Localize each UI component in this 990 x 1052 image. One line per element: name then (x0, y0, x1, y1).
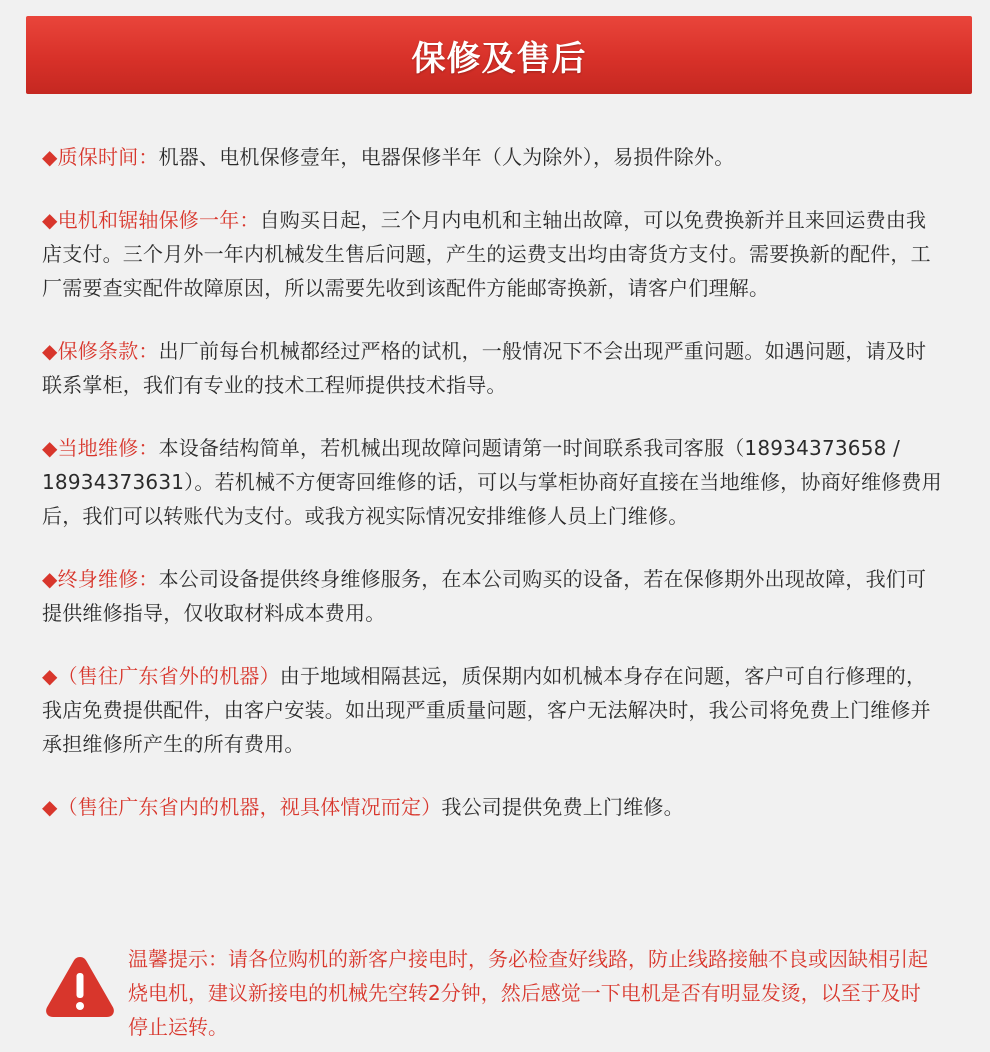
section-body: 本设备结构简单，若机械出现故障问题请第一时间联系我司客服（18934373658 / 18934373631）。若机械不方便寄回维修的话，可以与掌柜协商好直接在当地维修，协商好维修费用后，我们可以转账代为支付。或我方视实际情况安排维修人员上门维修。 (42, 436, 942, 528)
diamond-bullet-icon: ◆ (42, 208, 58, 232)
section-label: ◆当地维修： (42, 436, 159, 460)
diamond-bullet-icon: ◆ (42, 145, 58, 169)
section-motor-saw-shaft (42, 203, 942, 305)
section-label: ◆（售往广东省外的机器） (42, 664, 280, 688)
section-label: ◆（售往广东省内的机器，视具体情况而定） (42, 795, 442, 819)
section-warranty-terms (42, 334, 942, 402)
diamond-bullet-icon: ◆ (42, 664, 58, 688)
diamond-bullet-icon: ◆ (42, 567, 58, 591)
section-label: ◆电机和锯轴保修一年： (42, 208, 260, 232)
warranty-sections (42, 140, 942, 824)
warning-body: 请各位购机的新客户接电时，务必检查好线路，防止线路接触不良或因缺相引起烧电机，建议新接电的机械先空转2分钟，然后感觉一下电机是否有明显发烫，以至于及时停止运转。 (128, 947, 928, 1039)
section-body: 出厂前每台机械都经过严格的试机，一般情况下不会出现严重问题。如遇问题，请及时联系掌柜，我们有专业的技术工程师提供技术指导。 (42, 339, 927, 397)
section-body: 自购买日起，三个月内电机和主轴出故障，可以免费换新并且来回运费由我店支付。三个月外一年内机械发生售后问题，产生的运费支出均由寄货方支付。需要换新的配件，工厂需要查实配件故障原因，所以需要先收到该配件方能邮寄换新，请客户们理解。 (42, 208, 931, 300)
section-inside-guangdong (42, 790, 942, 824)
section-body: 我公司提供免费上门维修。 (441, 795, 684, 819)
warning-triangle-icon (44, 954, 116, 1018)
section-body: 本公司设备提供终身维修服务，在本公司购买的设备，若在保修期外出现故障，我们可提供维修指导，仅收取材料成本费用。 (42, 567, 927, 625)
section-local-repair (42, 431, 942, 533)
section-label: ◆保修条款： (42, 339, 159, 363)
section-lifetime-repair (42, 562, 942, 630)
section-label: ◆质保时间： (42, 145, 159, 169)
section-outside-guangdong (42, 659, 942, 761)
section-label: ◆终身维修： (42, 567, 159, 591)
diamond-bullet-icon: ◆ (42, 795, 58, 819)
section-warranty-period (42, 140, 942, 174)
section-body: 机器、电机保修壹年，电器保修半年（人为除外），易损件除外。 (158, 145, 735, 169)
diamond-bullet-icon: ◆ (42, 436, 58, 460)
diamond-bullet-icon: ◆ (42, 339, 58, 363)
warning-text (128, 942, 938, 1044)
section-body: 由于地域相隔甚远，质保期内如机械本身存在问题，客户可自行修理的，我店免费提供配件，由客户安装。如出现严重质量问题，客户无法解决时，我公司将免费上门维修并承担维修所产生的所有费用。 (42, 664, 931, 756)
page-title: 保修及售后 (411, 38, 587, 79)
warning-label: 温馨提示： (128, 947, 228, 971)
header-banner (26, 16, 972, 94)
